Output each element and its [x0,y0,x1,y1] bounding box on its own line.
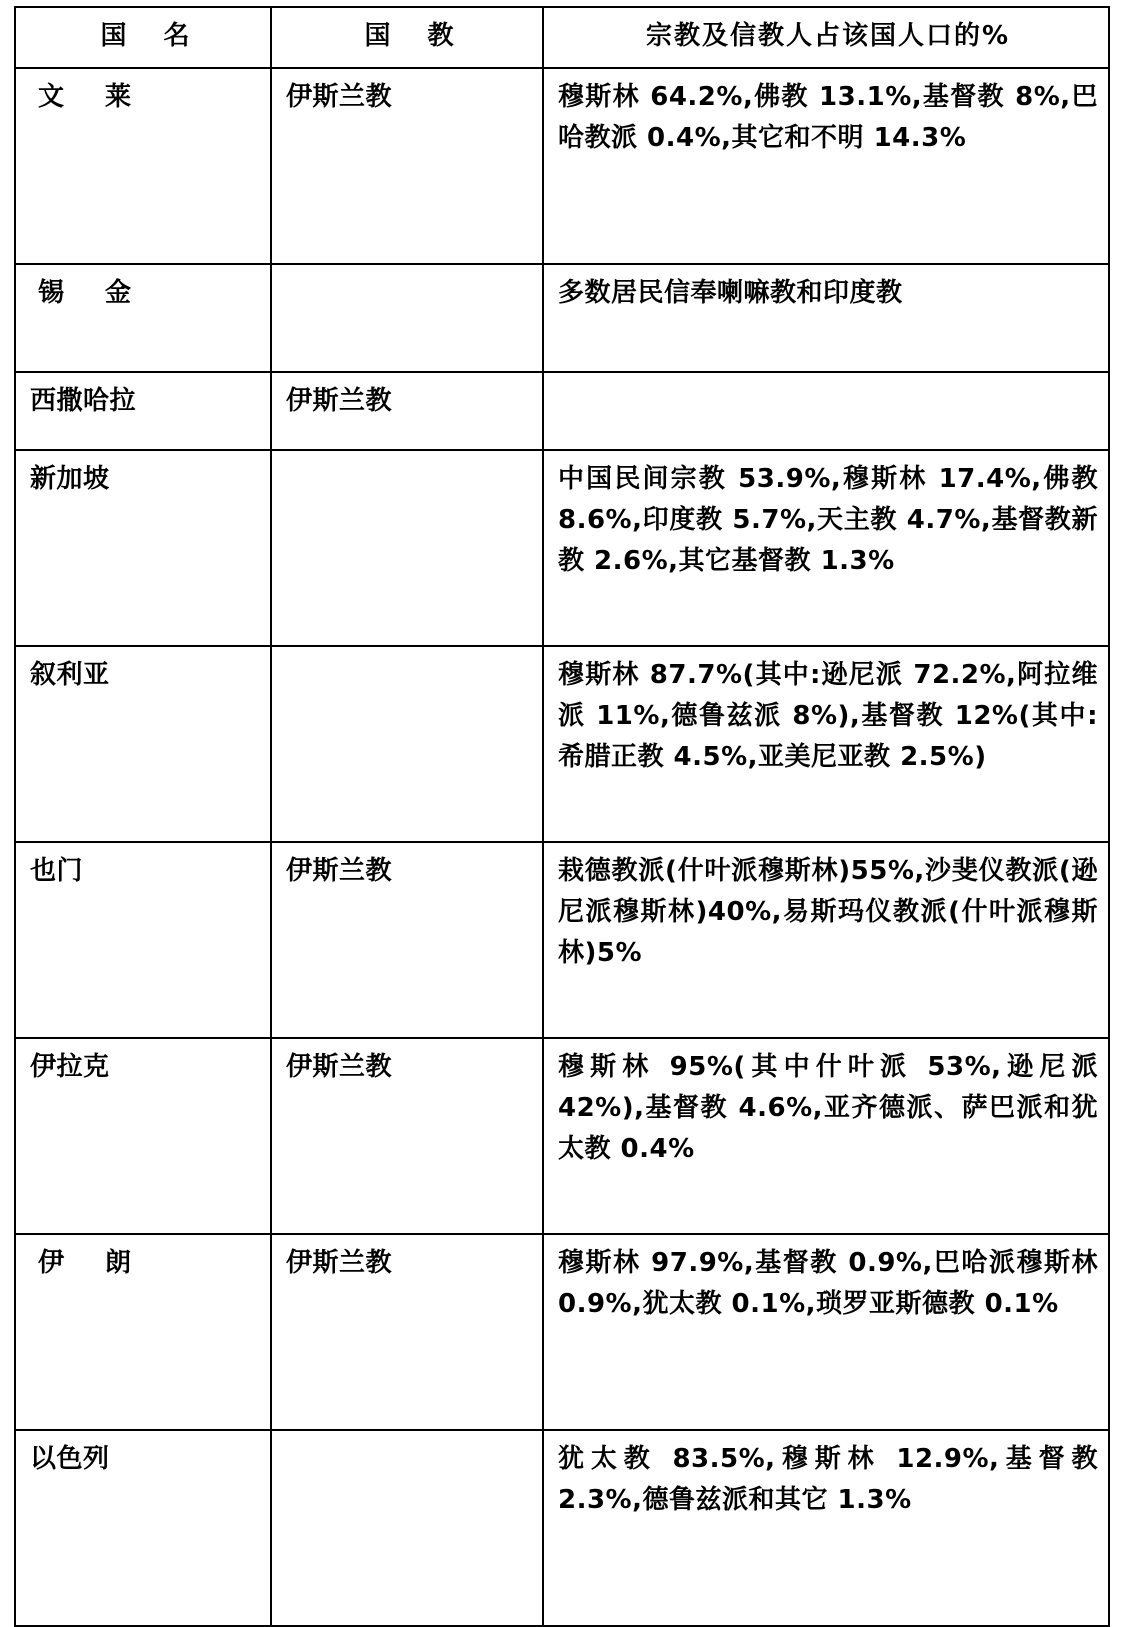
cell-state-religion: 伊斯兰教 [271,1234,543,1430]
cell-detail: 穆斯林 95%(其中什叶派 53%,逊尼派 42%),基督教 4.6%,亚齐德派、萨巴派和犹太教 0.4% [543,1038,1109,1234]
cell-state-religion: 伊斯兰教 [271,842,543,1038]
table-header-row [15,7,1109,68]
table-body [15,68,1109,1626]
table-row [15,1038,1109,1234]
cell-detail: 穆斯林 97.9%,基督教 0.9%,巴哈派穆斯林 0.9%,犹太教 0.1%,琐罗亚斯德教 0.1% [543,1234,1109,1430]
cell-state-religion: 伊斯兰教 [271,372,543,450]
table-row [15,264,1109,372]
table-row [15,1234,1109,1430]
cell-detail [543,372,1109,450]
cell-country: 也门 [15,842,271,1038]
table-row [15,372,1109,450]
cell-country: 锡 金 [15,264,271,372]
table-row [15,450,1109,646]
column-header-state-religion: 国 教 [271,7,543,68]
column-header-detail: 宗教及信教人占该国人口的% [543,7,1109,68]
cell-state-religion [271,450,543,646]
column-header-country: 国 名 [15,7,271,68]
cell-country: 伊 朗 [15,1234,271,1430]
cell-detail: 穆斯林 87.7%(其中:逊尼派 72.2%,阿拉维派 11%,德鲁兹派 8%),基督教 12%(其中:希腊正教 4.5%,亚美尼亚教 2.5%) [543,646,1109,842]
cell-detail: 犹太教 83.5%,穆斯林 12.9%,基督教 2.3%,德鲁兹派和其它 1.3% [543,1430,1109,1626]
cell-state-religion [271,646,543,842]
table-header [15,7,1109,68]
cell-country: 伊拉克 [15,1038,271,1234]
cell-country: 叙利亚 [15,646,271,842]
table-row [15,842,1109,1038]
cell-state-religion: 伊斯兰教 [271,1038,543,1234]
cell-state-religion [271,264,543,372]
table-row [15,1430,1109,1626]
table-row [15,68,1109,264]
cell-detail: 栽德教派(什叶派穆斯林)55%,沙斐仪教派(逊尼派穆斯林)40%,易斯玛仪教派(什叶派穆斯林)5% [543,842,1109,1038]
cell-detail: 中国民间宗教 53.9%,穆斯林 17.4%,佛教 8.6%,印度教 5.7%,天主教 4.7%,基督教新教 2.6%,其它基督教 1.3% [543,450,1109,646]
table-row [15,646,1109,842]
religion-table [14,6,1110,1627]
cell-state-religion [271,1430,543,1626]
cell-state-religion: 伊斯兰教 [271,68,543,264]
cell-country: 新加坡 [15,450,271,646]
cell-country: 文 莱 [15,68,271,264]
cell-country: 以色列 [15,1430,271,1626]
cell-detail: 多数居民信奉喇嘛教和印度教 [543,264,1109,372]
cell-detail: 穆斯林 64.2%,佛教 13.1%,基督教 8%,巴哈教派 0.4%,其它和不明 14.3% [543,68,1109,264]
cell-country: 西撒哈拉 [15,372,271,450]
